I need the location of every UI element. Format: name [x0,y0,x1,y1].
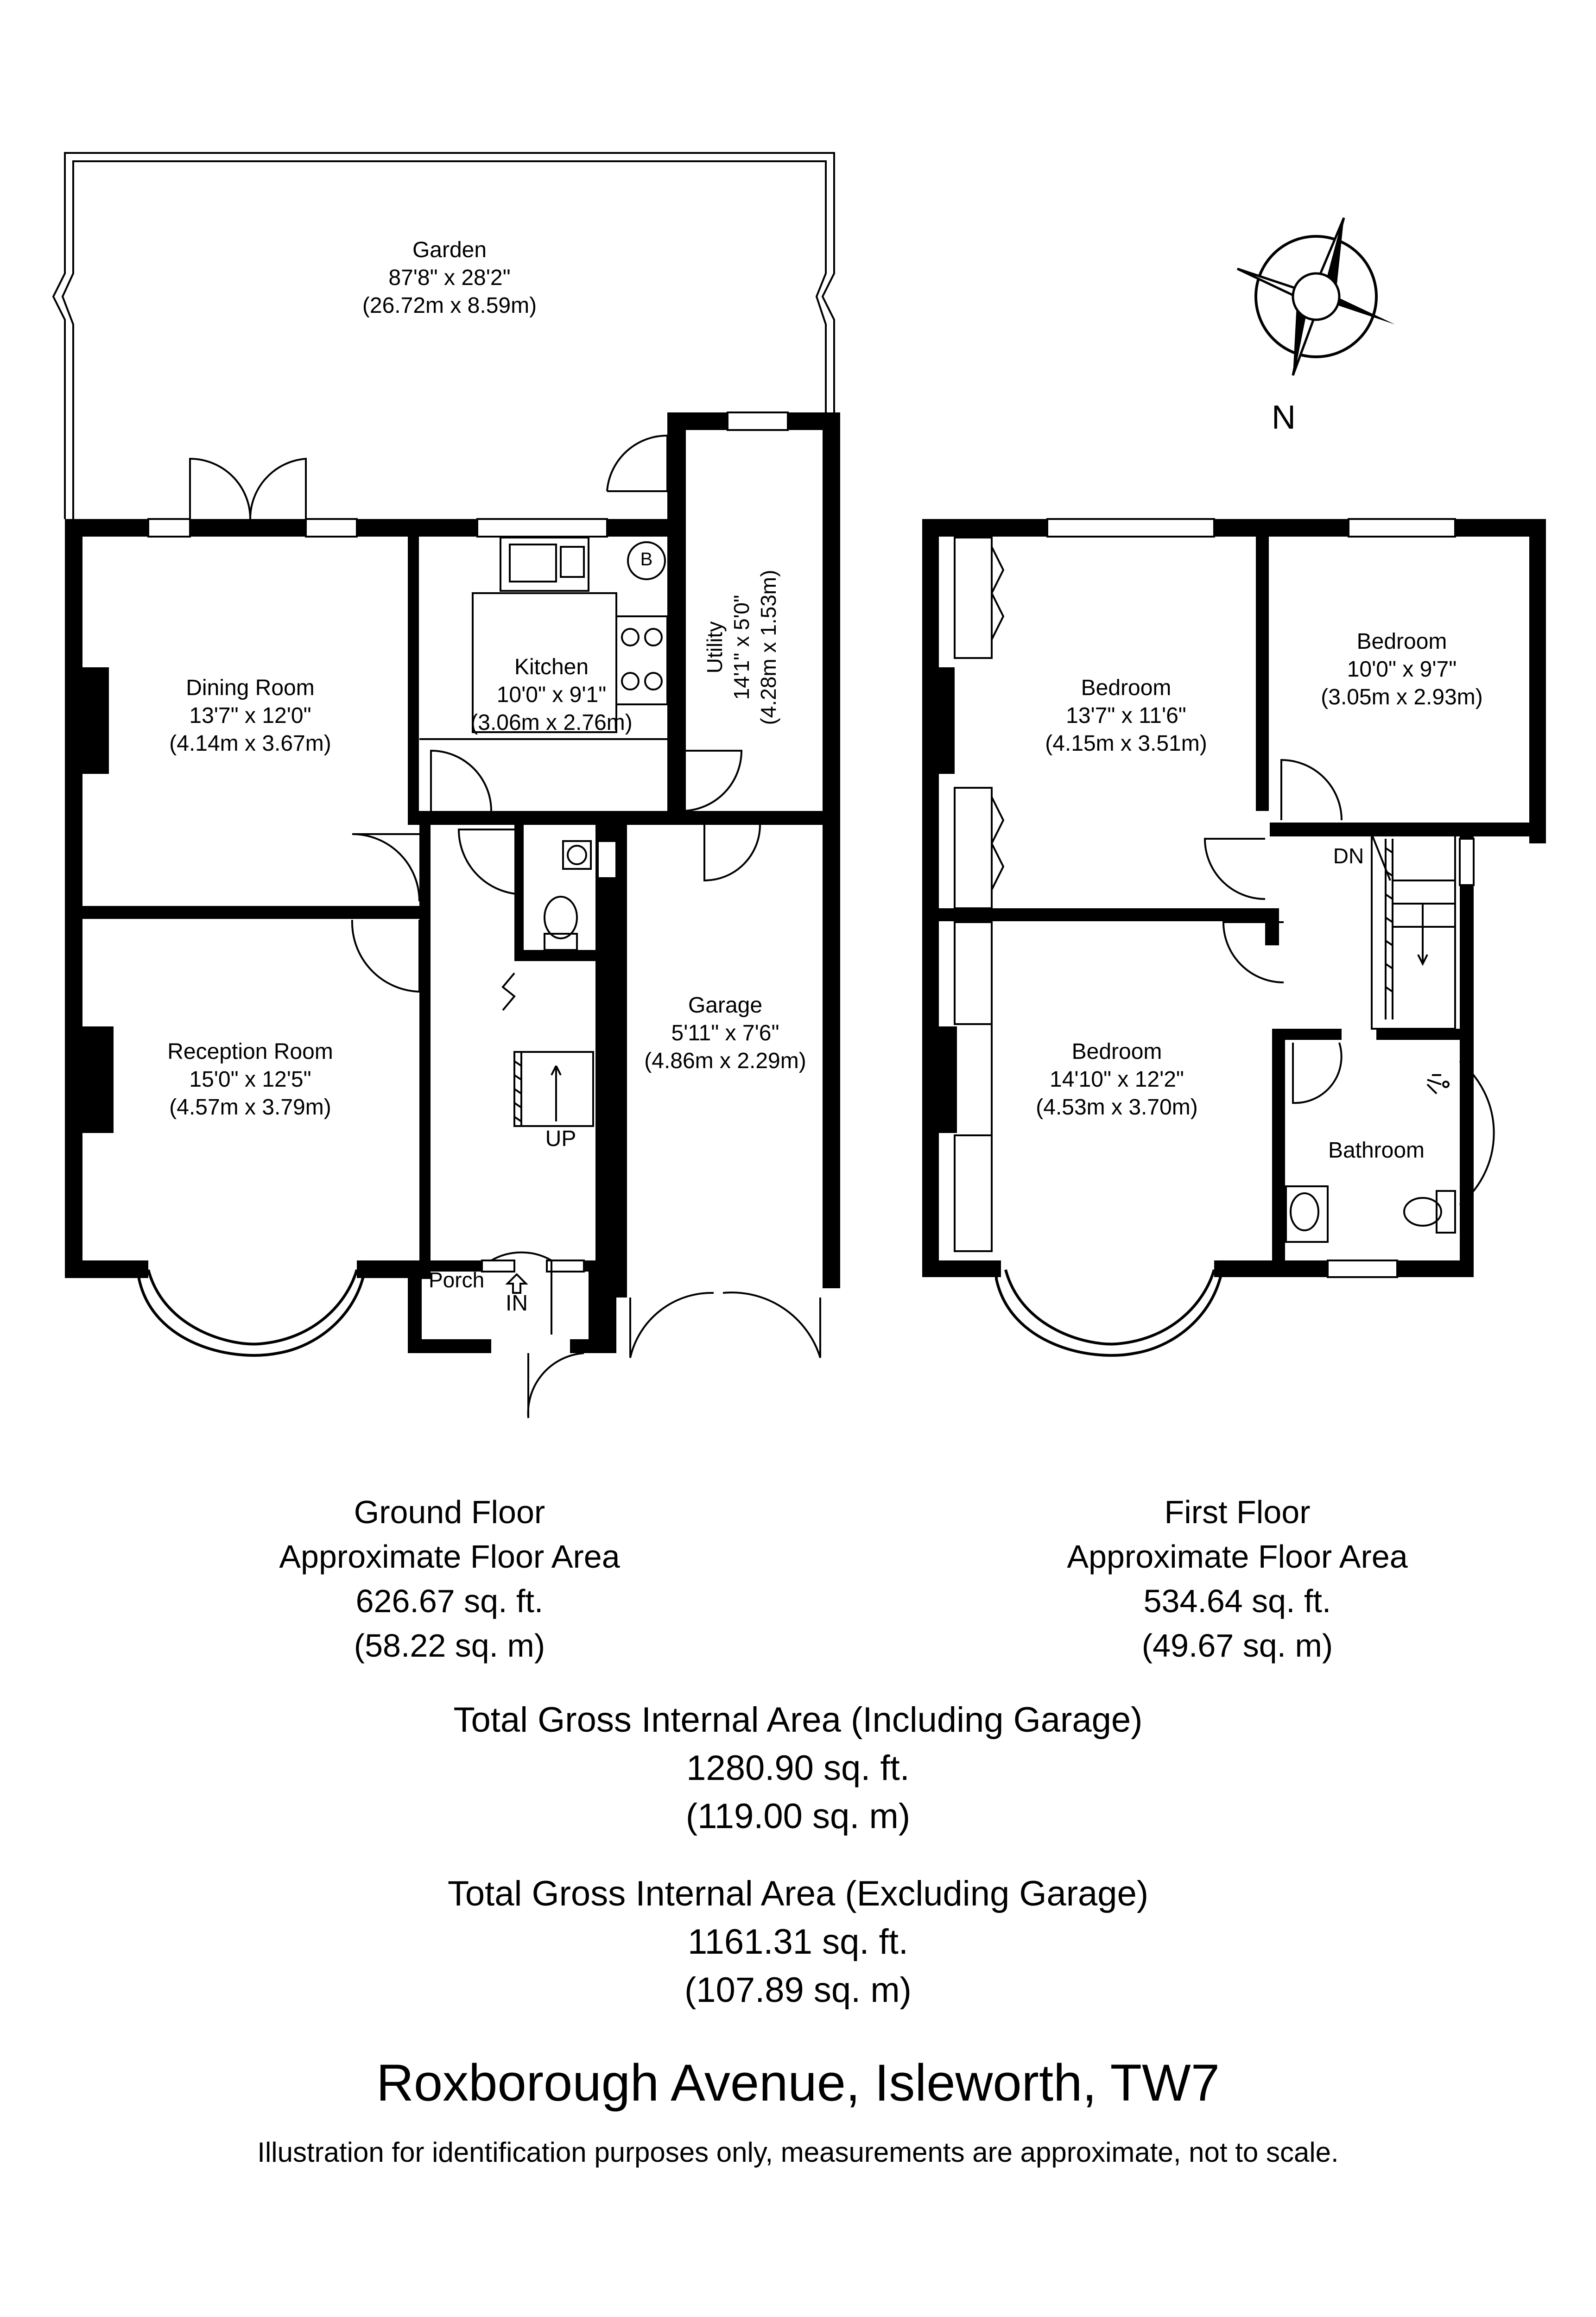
kitchen-fittings [419,538,667,739]
bay-window-bedroom [996,1260,1223,1355]
garden [53,153,834,519]
entrance-arrow-icon [507,1274,526,1293]
room-dim-imperial: 10'0" x 9'1" [496,683,607,707]
room-dim-metric: (3.06m x 2.76m) [470,710,633,735]
stairs-down-label: DN [1333,844,1364,868]
total-area-sqft: 1280.90 sq. ft. [686,1748,910,1788]
room-dim-imperial: 14'1" x 5'0" [729,595,754,700]
compass-rose-icon [1237,218,1395,375]
summary-subtitle: Approximate Floor Area [1067,1538,1408,1575]
room-dim-metric: (3.05m x 2.93m) [1321,685,1483,709]
room-dim-metric: (4.15m x 3.51m) [1045,731,1207,756]
room-dim-imperial: 13'7" x 11'6" [1066,703,1186,728]
room-dim-metric: (4.53m x 3.70m) [1036,1095,1198,1120]
room-dim-imperial: 10'0" x 9'7" [1347,657,1457,682]
summary-area-sqft: 534.64 sq. ft. [1143,1583,1331,1619]
room-name: Kitchen [514,655,589,679]
stairs-up-label: UP [545,1127,576,1151]
room-name: Dining Room [186,676,315,700]
summary-area-sqm: (49.67 sq. m) [1141,1627,1333,1664]
total-title: Total Gross Internal Area (Including Garage) [453,1700,1143,1740]
room-name: Reception Room [167,1039,333,1064]
room-name: Utility [703,621,727,674]
summary-area-sqm: (58.22 sq. m) [354,1627,545,1664]
total-area-sqm: (119.00 sq. m) [685,1797,911,1836]
bay-window-reception [139,1260,366,1355]
compass-north-label: N [1272,399,1296,436]
summary-area-sqft: 626.67 sq. ft. [355,1583,544,1619]
total-title: Total Gross Internal Area (Excluding Garage) [447,1874,1149,1913]
property-address: Roxborough Avenue, Isleworth, TW7 [376,2054,1220,2112]
room-name: Garage [688,993,763,1018]
room-dim-imperial: 14'10" x 12'2" [1050,1067,1184,1092]
summary-subtitle: Approximate Floor Area [279,1538,620,1575]
summary-title: First Floor [1164,1494,1311,1530]
wardrobes [955,538,1003,1251]
room-name: Bedroom [1356,629,1447,654]
room-dim-imperial: 13'7" x 12'0" [189,703,311,728]
room-dim-metric: (4.57m x 3.79m) [169,1095,331,1120]
room-dim-metric: (4.14m x 3.67m) [169,731,331,756]
ground-floor-windows [148,412,788,1272]
wc-fittings [545,841,591,950]
room-name: Bathroom [1328,1138,1425,1163]
first-floor-walls [922,519,1546,1277]
ground-floor-stairs [503,973,593,1126]
room-dim-metric: (26.72m x 8.59m) [362,293,537,318]
room-dim-imperial: 87'8" x 28'2" [388,266,511,290]
first-floor-stairs [1372,834,1455,1029]
room-dim-imperial: 5'11" x 7'6" [671,1021,779,1045]
boiler-label: B [640,549,653,570]
room-name: Bedroom [1081,676,1172,700]
entrance-label: IN [506,1291,528,1316]
room-dim-imperial: 15'0" x 12'5" [189,1067,311,1092]
summary-title: Ground Floor [354,1494,545,1530]
room-dim-metric: (4.86m x 2.29m) [644,1049,806,1073]
disclaimer: Illustration for identification purposes only, measurements are approximate, not to scale. [257,2137,1339,2168]
room-name: Bedroom [1071,1039,1162,1064]
ground-floor-walls [65,412,840,1353]
total-area-sqft: 1161.31 sq. ft. [687,1922,909,1962]
total-area-sqm: (107.89 sq. m) [684,1970,912,2010]
room-name: Garden [412,238,487,262]
porch-label: Porch [429,1268,485,1292]
room-dim-metric: (4.28m x 1.53m) [756,570,780,725]
